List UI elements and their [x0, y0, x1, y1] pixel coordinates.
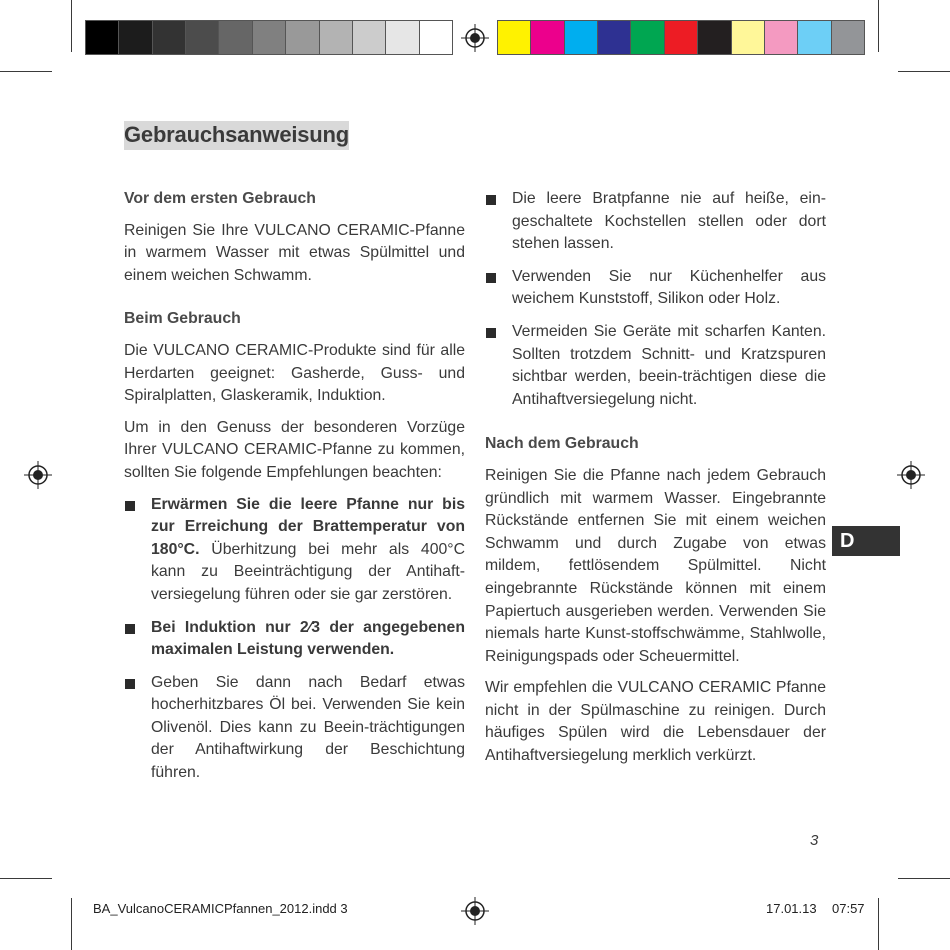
bullet-square-icon	[486, 328, 496, 338]
list-item-text: Vermeiden Sie Geräte mit scharfen Kanten. Sollten trotzdem Schnitt- und Kratzspuren sichtbar werden, beein-trächtigen diese die Antihaftversiegelung nicht.	[512, 322, 826, 408]
color-swatch	[765, 21, 798, 54]
section-heading: Nach dem Gebrauch	[485, 435, 639, 453]
left-column	[124, 188, 465, 795]
color-swatch	[498, 21, 531, 54]
crop-mark	[71, 898, 72, 950]
section-heading: Vor dem ersten Gebrauch	[124, 190, 316, 207]
crop-mark	[878, 898, 879, 950]
section-heading: Beim Gebrauch	[124, 310, 241, 328]
color-swatch	[732, 21, 765, 54]
paragraph: Wir empfehlen die VULCANO CERAMIC Pfanne nicht in der Spülmaschine zu reinigen. Durch häufiges Spülen wird die Lebensdauer der Antihaftversiegelung merklich verkürzt.	[485, 679, 826, 765]
color-swatch	[420, 21, 452, 54]
bullet-square-icon	[125, 624, 135, 634]
crop-mark	[71, 0, 72, 52]
list-item	[485, 321, 826, 411]
footer-time: 07:57	[832, 901, 865, 916]
list-item	[485, 188, 826, 256]
list-item	[485, 266, 826, 311]
color-swatch	[631, 21, 664, 54]
color-swatch	[320, 21, 353, 54]
color-swatch	[186, 21, 219, 54]
list-item-text: Die leere Bratpfanne nie auf heiße, ein-geschaltete Kochstellen stellen oder dort stehen lassen.	[512, 190, 826, 253]
color-swatch	[798, 21, 831, 54]
paragraph: Reinigen Sie Ihre VULCANO CERAMIC-Pfanne in warmem Wasser mit etwas Spülmittel und einem weichen Schwamm.	[124, 221, 465, 284]
registration-mark-icon	[461, 897, 489, 925]
crop-mark	[0, 878, 52, 879]
list-item	[124, 494, 465, 607]
bullet-square-icon	[486, 273, 496, 283]
list-item-text: Überhitzung bei mehr als 400°C kann zu Beeinträchtigung der Antihaft-versiegelung führen oder sie gar zerstören.	[151, 540, 465, 603]
paragraph: Die VULCANO CERAMIC-Produkte sind für alle Herdarten geeignet: Gasherde, Guss- und Spiralplatten, Glaskeramik, Induktion.	[124, 341, 465, 405]
bullet-square-icon	[125, 501, 135, 511]
crop-mark	[898, 878, 950, 879]
process-color-bar	[497, 20, 865, 55]
page-title: Gebrauchsanweisung	[124, 121, 349, 150]
page-number: 3	[810, 832, 819, 849]
registration-mark-icon	[24, 461, 52, 489]
color-swatch	[153, 21, 186, 54]
crop-mark	[898, 71, 950, 72]
language-tab: D	[832, 526, 900, 556]
right-column	[485, 188, 826, 777]
crop-mark	[878, 0, 879, 52]
bullet-square-icon	[125, 679, 135, 689]
registration-mark-icon	[897, 461, 925, 489]
footer-date: 17.01.13	[766, 901, 817, 916]
list-item-bold-text: Erwärmen Sie die leere Pfanne nur bis zur Erreichung der Brattemperatur von 180°C.	[151, 495, 465, 558]
color-swatch	[386, 21, 419, 54]
color-swatch	[119, 21, 152, 54]
title-container	[124, 121, 349, 150]
color-swatch	[253, 21, 286, 54]
crop-mark	[0, 71, 52, 72]
color-swatch	[286, 21, 319, 54]
list-item	[124, 672, 465, 785]
list-item-text: Verwenden Sie nur Küchenhelfer aus weichem Kunststoff, Silikon oder Holz.	[512, 267, 826, 308]
paragraph: Reinigen Sie die Pfanne nach jedem Gebrauch gründlich mit warmem Wasser. Eingebrannte Rückstände entfernen Sie mit einem weichen Schwamm und durch Zugabe von etwas mildem, fettlösendem Spülmittel. Nicht eingebrannte Rückstände können mit einem Papiertuch ausgerieben werden. Verwenden Sie niemals harte Kunst-stoffschwämme, Stahlwolle, Reinigungspads oder Scheuermittel.	[485, 466, 826, 665]
color-swatch	[353, 21, 386, 54]
paragraph: Um in den Genuss der besonderen Vorzüge Ihrer VULCANO CERAMIC-Pfanne zu kommen, sollten Sie folgende Empfehlungen beachten:	[124, 418, 465, 481]
bullet-square-icon	[486, 195, 496, 205]
list-item	[124, 617, 465, 662]
color-swatch	[665, 21, 698, 54]
color-swatch	[565, 21, 598, 54]
list-item-bold-text: Bei Induktion nur 2⁄3 der angegebenen maximalen Leistung verwenden.	[151, 618, 465, 659]
color-swatch	[86, 21, 119, 54]
color-swatch	[698, 21, 731, 54]
footer-filename: BA_VulcanoCERAMICPfannen_2012.indd 3	[93, 901, 348, 916]
registration-mark-icon	[461, 24, 489, 52]
list-item-text: Geben Sie dann nach Bedarf etwas hocherhitzbares Öl bei. Verwenden Sie kein Olivenöl. Dies kann zu Beein-trächtigungen der Antihaftwirkung der Beschichtung führen.	[151, 673, 465, 782]
color-swatch	[219, 21, 252, 54]
color-swatch	[531, 21, 564, 54]
color-swatch	[832, 21, 864, 54]
grayscale-color-bar	[85, 20, 453, 55]
color-swatch	[598, 21, 631, 54]
